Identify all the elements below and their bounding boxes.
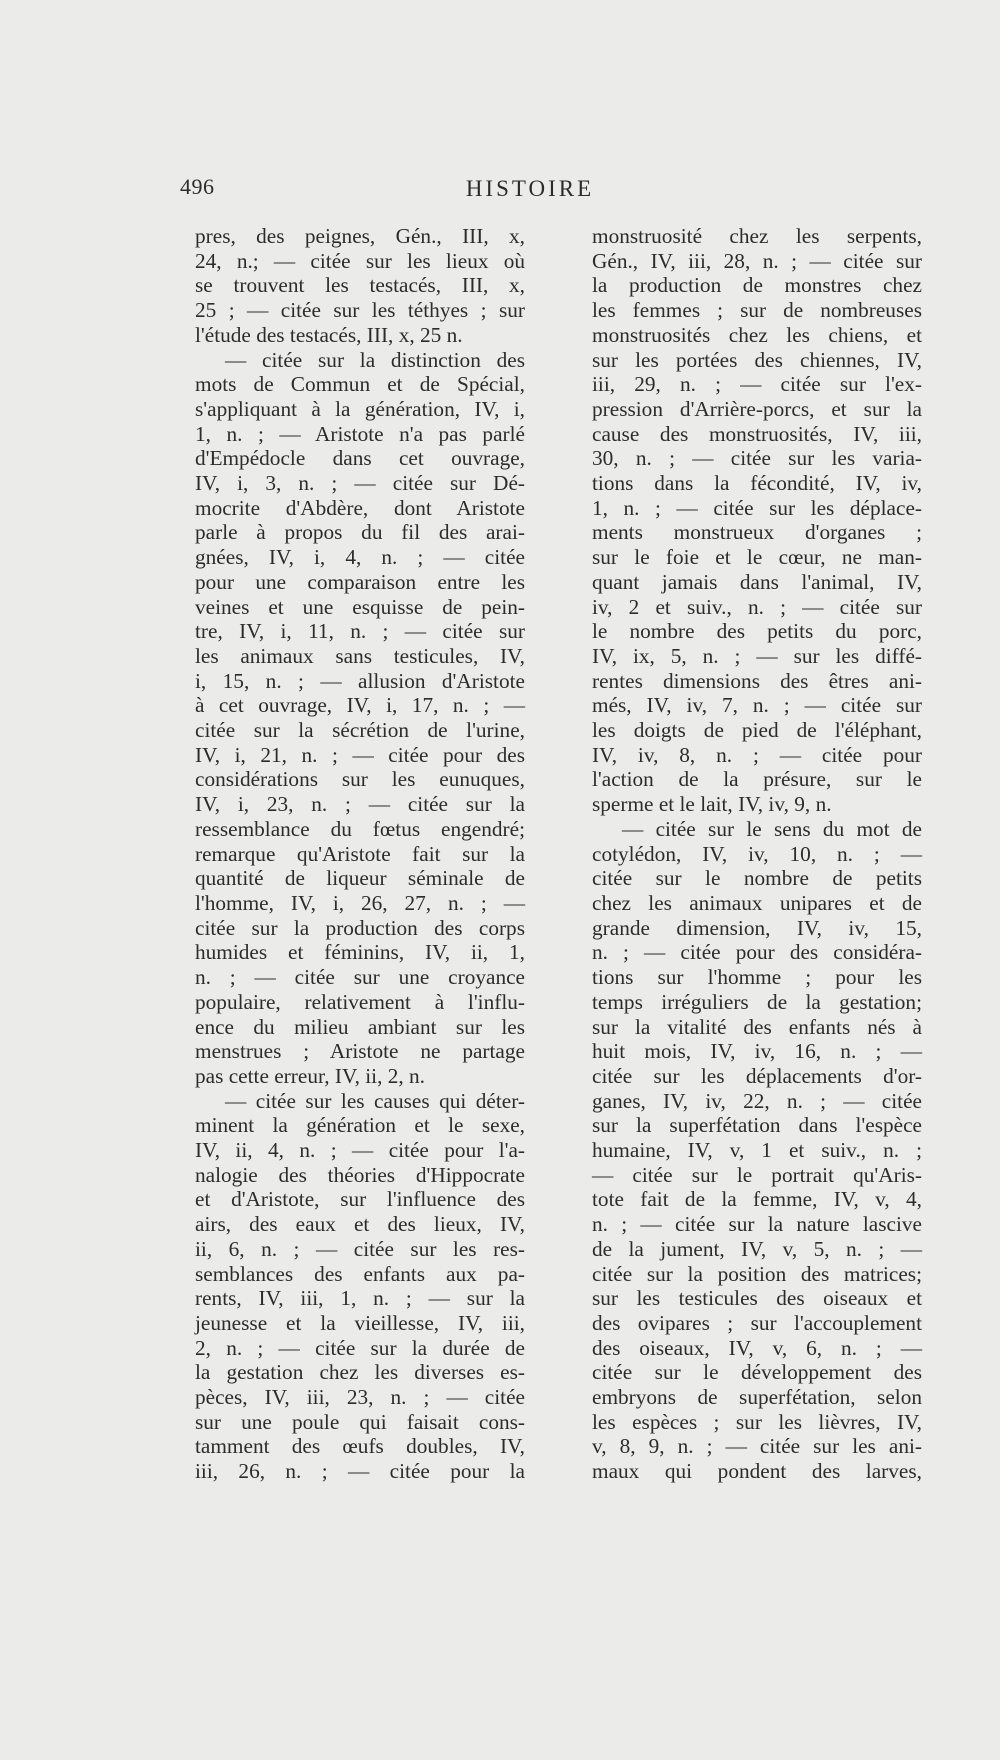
text-line: tions sur l'homme ; pour les	[592, 965, 922, 990]
text-line: nalogie des théories d'Hippocrate	[195, 1162, 525, 1187]
text-line: minent la génération et le sexe,	[195, 1113, 525, 1138]
text-line: iii, 29, n. ; — citée sur l'ex-	[592, 372, 922, 397]
text-line: sur le foie et le cœur, ne man-	[592, 545, 922, 570]
text-line: 24, n.; — citée sur les lieux où	[195, 248, 525, 273]
text-line: cotylédon, IV, iv, 10, n. ; —	[592, 841, 922, 866]
text-line: rentes dimensions des êtres ani-	[592, 668, 922, 693]
text-line: — citée sur la distinction des	[225, 347, 525, 372]
text-line: 2, n. ; — citée sur la durée de	[195, 1335, 525, 1360]
text-line: sur une poule qui faisait cons-	[195, 1409, 525, 1434]
text-line: — citée sur les causes qui déter-	[225, 1088, 525, 1113]
text-line: la production de monstres chez	[592, 273, 922, 298]
text-line: et d'Aristote, sur l'influence des	[195, 1187, 525, 1212]
text-line: iv, 2 et suiv., n. ; — citée sur	[592, 594, 922, 619]
right-column	[592, 224, 922, 1484]
text-line: pèces, IV, iii, 23, n. ; — citée	[195, 1385, 525, 1410]
text-line: gnées, IV, i, 4, n. ; — citée	[195, 545, 525, 570]
text-line: IV, i, 23, n. ; — citée sur la	[195, 792, 525, 817]
text-line: 1, n. ; — citée sur les déplace-	[592, 495, 922, 520]
text-line: 25 ; — citée sur les téthyes ; sur	[195, 298, 525, 323]
text-line: citée sur les déplacements d'or-	[592, 1063, 922, 1088]
text-line: mots de Commun et de Spécial,	[195, 372, 525, 397]
text-line: ganes, IV, iv, 22, n. ; — citée	[592, 1088, 922, 1113]
text-line: IV, i, 21, n. ; — citée pour des	[195, 742, 525, 767]
text-line: menstrues ; Aristote ne partage	[195, 1039, 525, 1064]
text-line: l'action de la présure, sur le	[592, 767, 922, 792]
text-line: citée sur la production des corps	[195, 915, 525, 940]
text-line: tamment des œufs doubles, IV,	[195, 1434, 525, 1459]
text-line: sur les portées des chiennes, IV,	[592, 347, 922, 372]
text-line: n. ; — citée sur une croyance	[195, 965, 525, 990]
text-line: pres, des peignes, Gén., III, x,	[195, 224, 525, 248]
text-line: n. ; — citée pour des considéra-	[592, 940, 922, 965]
text-line: humaine, IV, v, 1 et suiv., n. ;	[592, 1138, 922, 1163]
text-line: tote fait de la femme, IV, v, 4,	[592, 1187, 922, 1212]
text-line: veines et une esquisse de pein-	[195, 594, 525, 619]
text-line: mocrite d'Abdère, dont Aristote	[195, 495, 525, 520]
text-line: n. ; — citée sur la nature lascive	[592, 1212, 922, 1237]
text-line: iii, 26, n. ; — citée pour la	[195, 1459, 525, 1484]
text-line: embryons de superfétation, selon	[592, 1385, 922, 1410]
text-line: semblances des enfants aux pa-	[195, 1261, 525, 1286]
text-line: temps irréguliers de la gestation;	[592, 989, 922, 1014]
text-line: IV, iv, 8, n. ; — citée pour	[592, 742, 922, 767]
text-line: 1, n. ; — Aristote n'a pas parlé	[195, 421, 525, 446]
text-line: maux qui pondent des larves,	[592, 1459, 922, 1484]
text-line: ii, 6, n. ; — citée sur les res-	[195, 1236, 525, 1261]
text-line: sur la superfétation dans l'espèce	[592, 1113, 922, 1138]
text-line: IV, ix, 5, n. ; — sur les diffé-	[592, 643, 922, 668]
text-line: airs, des eaux et des lieux, IV,	[195, 1212, 525, 1237]
text-line: citée sur le nombre de petits	[592, 866, 922, 891]
text-line: se trouvent les testacés, III, x,	[195, 273, 525, 298]
text-line: la gestation chez les diverses es-	[195, 1360, 525, 1385]
text-line: l'homme, IV, i, 26, 27, n. ; —	[195, 890, 525, 915]
text-line: de la jument, IV, v, 5, n. ; —	[592, 1236, 922, 1261]
text-line: populaire, relativement à l'influ-	[195, 989, 525, 1014]
text-line: des ovipares ; sur l'accouplement	[592, 1310, 922, 1335]
text-line: les animaux sans testicules, IV,	[195, 643, 525, 668]
text-line: ence du milieu ambiant sur les	[195, 1014, 525, 1039]
text-line: quantité de liqueur séminale de	[195, 866, 525, 891]
text-line: des oiseaux, IV, v, 6, n. ; —	[592, 1335, 922, 1360]
page-number: 496	[180, 174, 215, 199]
text-line: quant jamais dans l'animal, IV,	[592, 569, 922, 594]
text-line: huit mois, IV, iv, 16, n. ; —	[592, 1039, 922, 1064]
text-line: les espèces ; sur les lièvres, IV,	[592, 1409, 922, 1434]
text-line: citée sur la position des matrices;	[592, 1261, 922, 1286]
text-line: — citée sur le portrait qu'Aris-	[592, 1162, 922, 1187]
text-line: sperme et le lait, IV, iv, 9, n.	[592, 792, 832, 817]
text-line: à cet ouvrage, IV, i, 17, n. ; —	[195, 693, 525, 718]
text-line: l'étude des testacés, III, x, 25 n.	[195, 322, 463, 347]
text-line: sur les testicules des oiseaux et	[592, 1286, 922, 1311]
text-line: s'appliquant à la génération, IV, i,	[195, 396, 525, 421]
text-line: IV, i, 3, n. ; — citée sur Dé-	[195, 471, 525, 496]
text-line: grande dimension, IV, iv, 15,	[592, 915, 922, 940]
text-line: sur la vitalité des enfants nés à	[592, 1014, 922, 1039]
text-line: monstruosité chez les serpents,	[592, 224, 922, 248]
text-line: tre, IV, i, 11, n. ; — citée sur	[195, 619, 525, 644]
text-line: cause des monstruosités, IV, iii,	[592, 421, 922, 446]
text-line: jeunesse et la vieillesse, IV, iii,	[195, 1310, 525, 1335]
text-line: tions dans la fécondité, IV, iv,	[592, 471, 922, 496]
text-line: rents, IV, iii, 1, n. ; — sur la	[195, 1286, 525, 1311]
text-line: i, 15, n. ; — allusion d'Aristote	[195, 668, 525, 693]
text-line: pas cette erreur, IV, ii, 2, n.	[195, 1063, 425, 1088]
text-line: monstruosités chez les chiens, et	[592, 322, 922, 347]
text-line: més, IV, iv, 7, n. ; — citée sur	[592, 693, 922, 718]
text-line: pression d'Arrière-porcs, et sur la	[592, 396, 922, 421]
text-line: les femmes ; sur de nombreuses	[592, 298, 922, 323]
left-column	[195, 224, 525, 1484]
text-line: considérations sur les eunuques,	[195, 767, 525, 792]
text-line: d'Empédocle dans cet ouvrage,	[195, 446, 525, 471]
text-line: — citée sur le sens du mot de	[622, 816, 922, 841]
text-line: citée sur la sécrétion de l'urine,	[195, 718, 525, 743]
text-line: humides et féminins, IV, ii, 1,	[195, 940, 525, 965]
text-line: ments monstrueux d'organes ;	[592, 520, 922, 545]
running-head: HISTOIRE	[465, 176, 595, 201]
text-line: IV, ii, 4, n. ; — citée pour l'a-	[195, 1138, 525, 1163]
text-line: 30, n. ; — citée sur les varia-	[592, 446, 922, 471]
text-line: le nombre des petits du porc,	[592, 619, 922, 644]
text-line: pour une comparaison entre les	[195, 569, 525, 594]
text-line: Gén., IV, iii, 28, n. ; — citée sur	[592, 248, 922, 273]
text-line: ressemblance du fœtus engendré;	[195, 816, 525, 841]
text-line: parle à propos du fil des arai-	[195, 520, 525, 545]
text-line: les doigts de pied de l'éléphant,	[592, 718, 922, 743]
text-line: v, 8, 9, n. ; — citée sur les ani-	[592, 1434, 922, 1459]
text-line: chez les animaux unipares et de	[592, 890, 922, 915]
text-line: citée sur le développement des	[592, 1360, 922, 1385]
text-line: remarque qu'Aristote fait sur la	[195, 841, 525, 866]
